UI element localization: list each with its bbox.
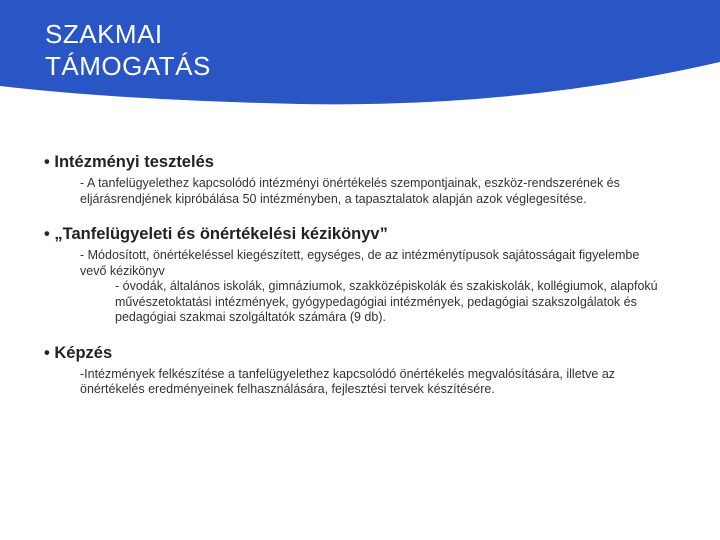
title-line-2: TÁMOGATÁS — [45, 51, 211, 81]
title-line-1: SZAKMAI — [45, 19, 163, 49]
bullet-description-main: - Módosított, önértékeléssel kiegészített, egységes, de az intézménytípusok sajátosságait figyelembe vevő kézikönyv — [80, 248, 640, 278]
bullet-description — [80, 248, 664, 326]
bullet-description: - A tanfelügyelethez kapcsolódó intézményi önértékelés szempontjainak, eszköz-rendszerének és eljárásrendjének kipróbálása 50 intézményben, a tapasztalatok alapján azok véglegesítése. — [80, 176, 620, 206]
bullet-title: • Képzés — [44, 343, 113, 362]
bullet-description: -Intézmények felkészítése a tanfelügyelethez kapcsolódó önértékelés megvalósítására, illetve az önértékelés eredményeinek felhasználására, fejlesztési tervek készítésére. — [80, 366, 616, 396]
bullet-sub-description: - óvodák, általános iskolák, gimnáziumok, szakközépiskolák és szakiskolák, kollégiumok, alapfokú művészetoktatási intézmények, gyógypedagógiai intézmények, pedagógiai szakszolgálatok és pedagógiai szakmai szolgáltatók számára (9 db). — [115, 279, 658, 324]
bullet-item-intezmenyi-teszteles — [44, 152, 664, 207]
content-area — [44, 152, 664, 398]
header-banner — [0, 0, 720, 110]
slide-title — [45, 18, 211, 82]
bullet-title: • „Tanfelügyeleti és önértékelési kézikönyv” — [44, 225, 388, 243]
bullet-item-kezikonyv — [44, 224, 664, 326]
bullet-title: • Intézményi tesztelés — [44, 153, 214, 171]
bullet-item-kepzes — [44, 343, 664, 398]
